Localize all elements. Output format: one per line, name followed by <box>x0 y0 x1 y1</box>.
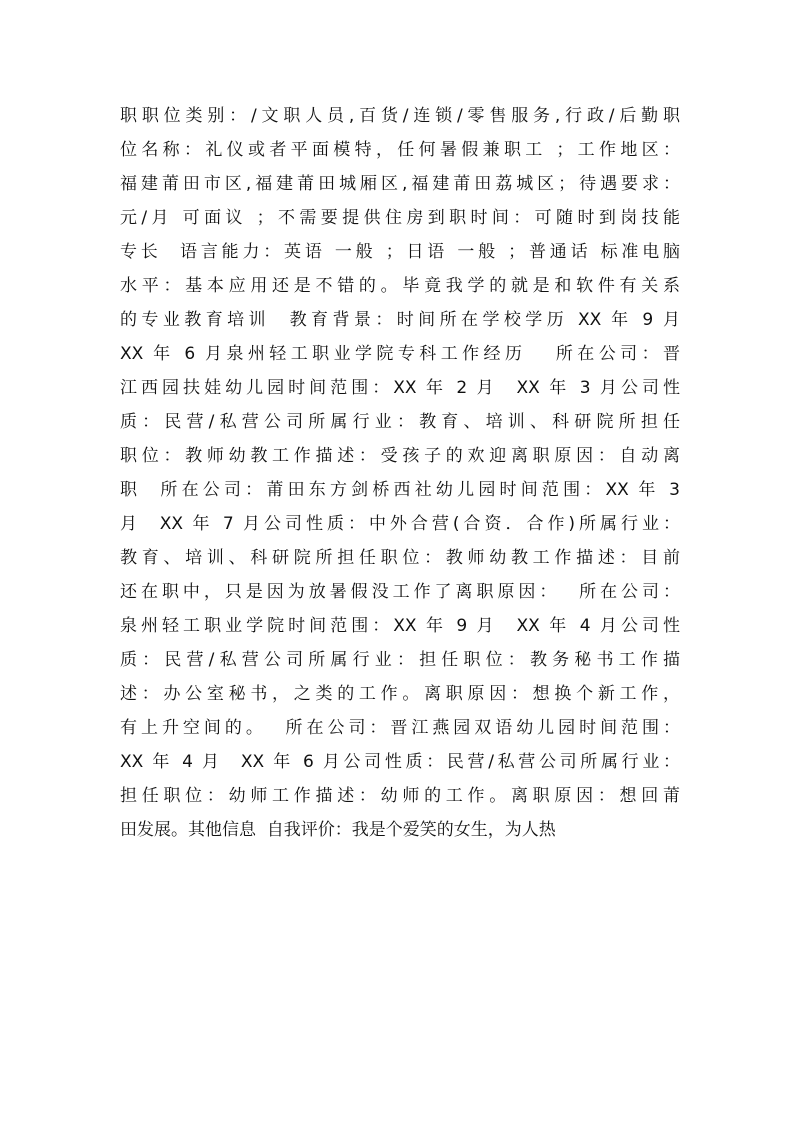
text-line-2: 位名称：礼仪或者平面模特，任何暑假兼职工 ；工作地区： <box>120 140 680 160</box>
text-line-15: 还在职中，只是因为放暑假没工作了离职原因： 所在公司： <box>120 582 680 602</box>
text-line-7: 的专业教育培训 教育背景：时间所在学校学历 XX 年 9 月 <box>120 310 680 330</box>
text-line-20: XX 年 4 月 XX 年 6 月公司性质：民营/私营公司所属行业： <box>120 752 680 772</box>
body-text <box>120 99 680 847</box>
text-line-11: 职位：教师幼教工作描述：受孩子的欢迎离职原因：自动离 <box>120 446 680 466</box>
text-line-16: 泉州轻工职业学院时间范围：XX 年 9 月 XX 年 4 月公司性 <box>120 616 680 636</box>
text-line-18: 述：办公室秘书，之类的工作。离职原因：想换个新工作， <box>120 684 680 704</box>
text-line-9: 江西园扶娃幼儿园时间范围：XX 年 2 月 XX 年 3 月公司性 <box>120 378 680 398</box>
text-line-19: 有上升空间的。 所在公司：晋江燕园双语幼儿园时间范围： <box>120 718 680 738</box>
text-line-5: 专长 语言能力：英语 一般 ；日语 一般 ；普通话 标准电脑 <box>120 242 680 262</box>
text-line-1: 职职位类别：/文职人员,百货/连锁/零售服务,行政/后勤职 <box>120 106 680 126</box>
text-line-14: 教育、培训、科研院所担任职位：教师幼教工作描述：目前 <box>120 548 680 568</box>
text-line-17: 质：民营/私营公司所属行业：担任职位：教务秘书工作描 <box>120 650 680 670</box>
text-line-4: 元/月 可面议 ；不需要提供住房到职时间：可随时到岗技能 <box>120 208 680 228</box>
text-line-8: XX 年 6 月泉州轻工职业学院专科工作经历 所在公司：晋 <box>120 344 680 364</box>
text-line-12: 职 所在公司：莆田东方剑桥西社幼儿园时间范围：XX 年 3 <box>120 480 680 500</box>
text-line-3: 福建莆田市区,福建莆田城厢区,福建莆田荔城区；待遇要求： <box>120 174 680 194</box>
text-line-6: 水平：基本应用还是不错的。毕竟我学的就是和软件有关系 <box>120 276 680 296</box>
text-line-10: 质：民营/私营公司所属行业：教育、培训、科研院所担任 <box>120 412 680 432</box>
text-line-21: 担任职位：幼师工作描述：幼师的工作。离职原因：想回莆 <box>120 786 680 806</box>
text-line-22: 田发展。其他信息 自我评价：我是个爱笑的女生，为人热 <box>120 820 556 840</box>
text-line-13: 月 XX 年 7 月公司性质：中外合营(合资．合作)所属行业： <box>120 514 680 534</box>
